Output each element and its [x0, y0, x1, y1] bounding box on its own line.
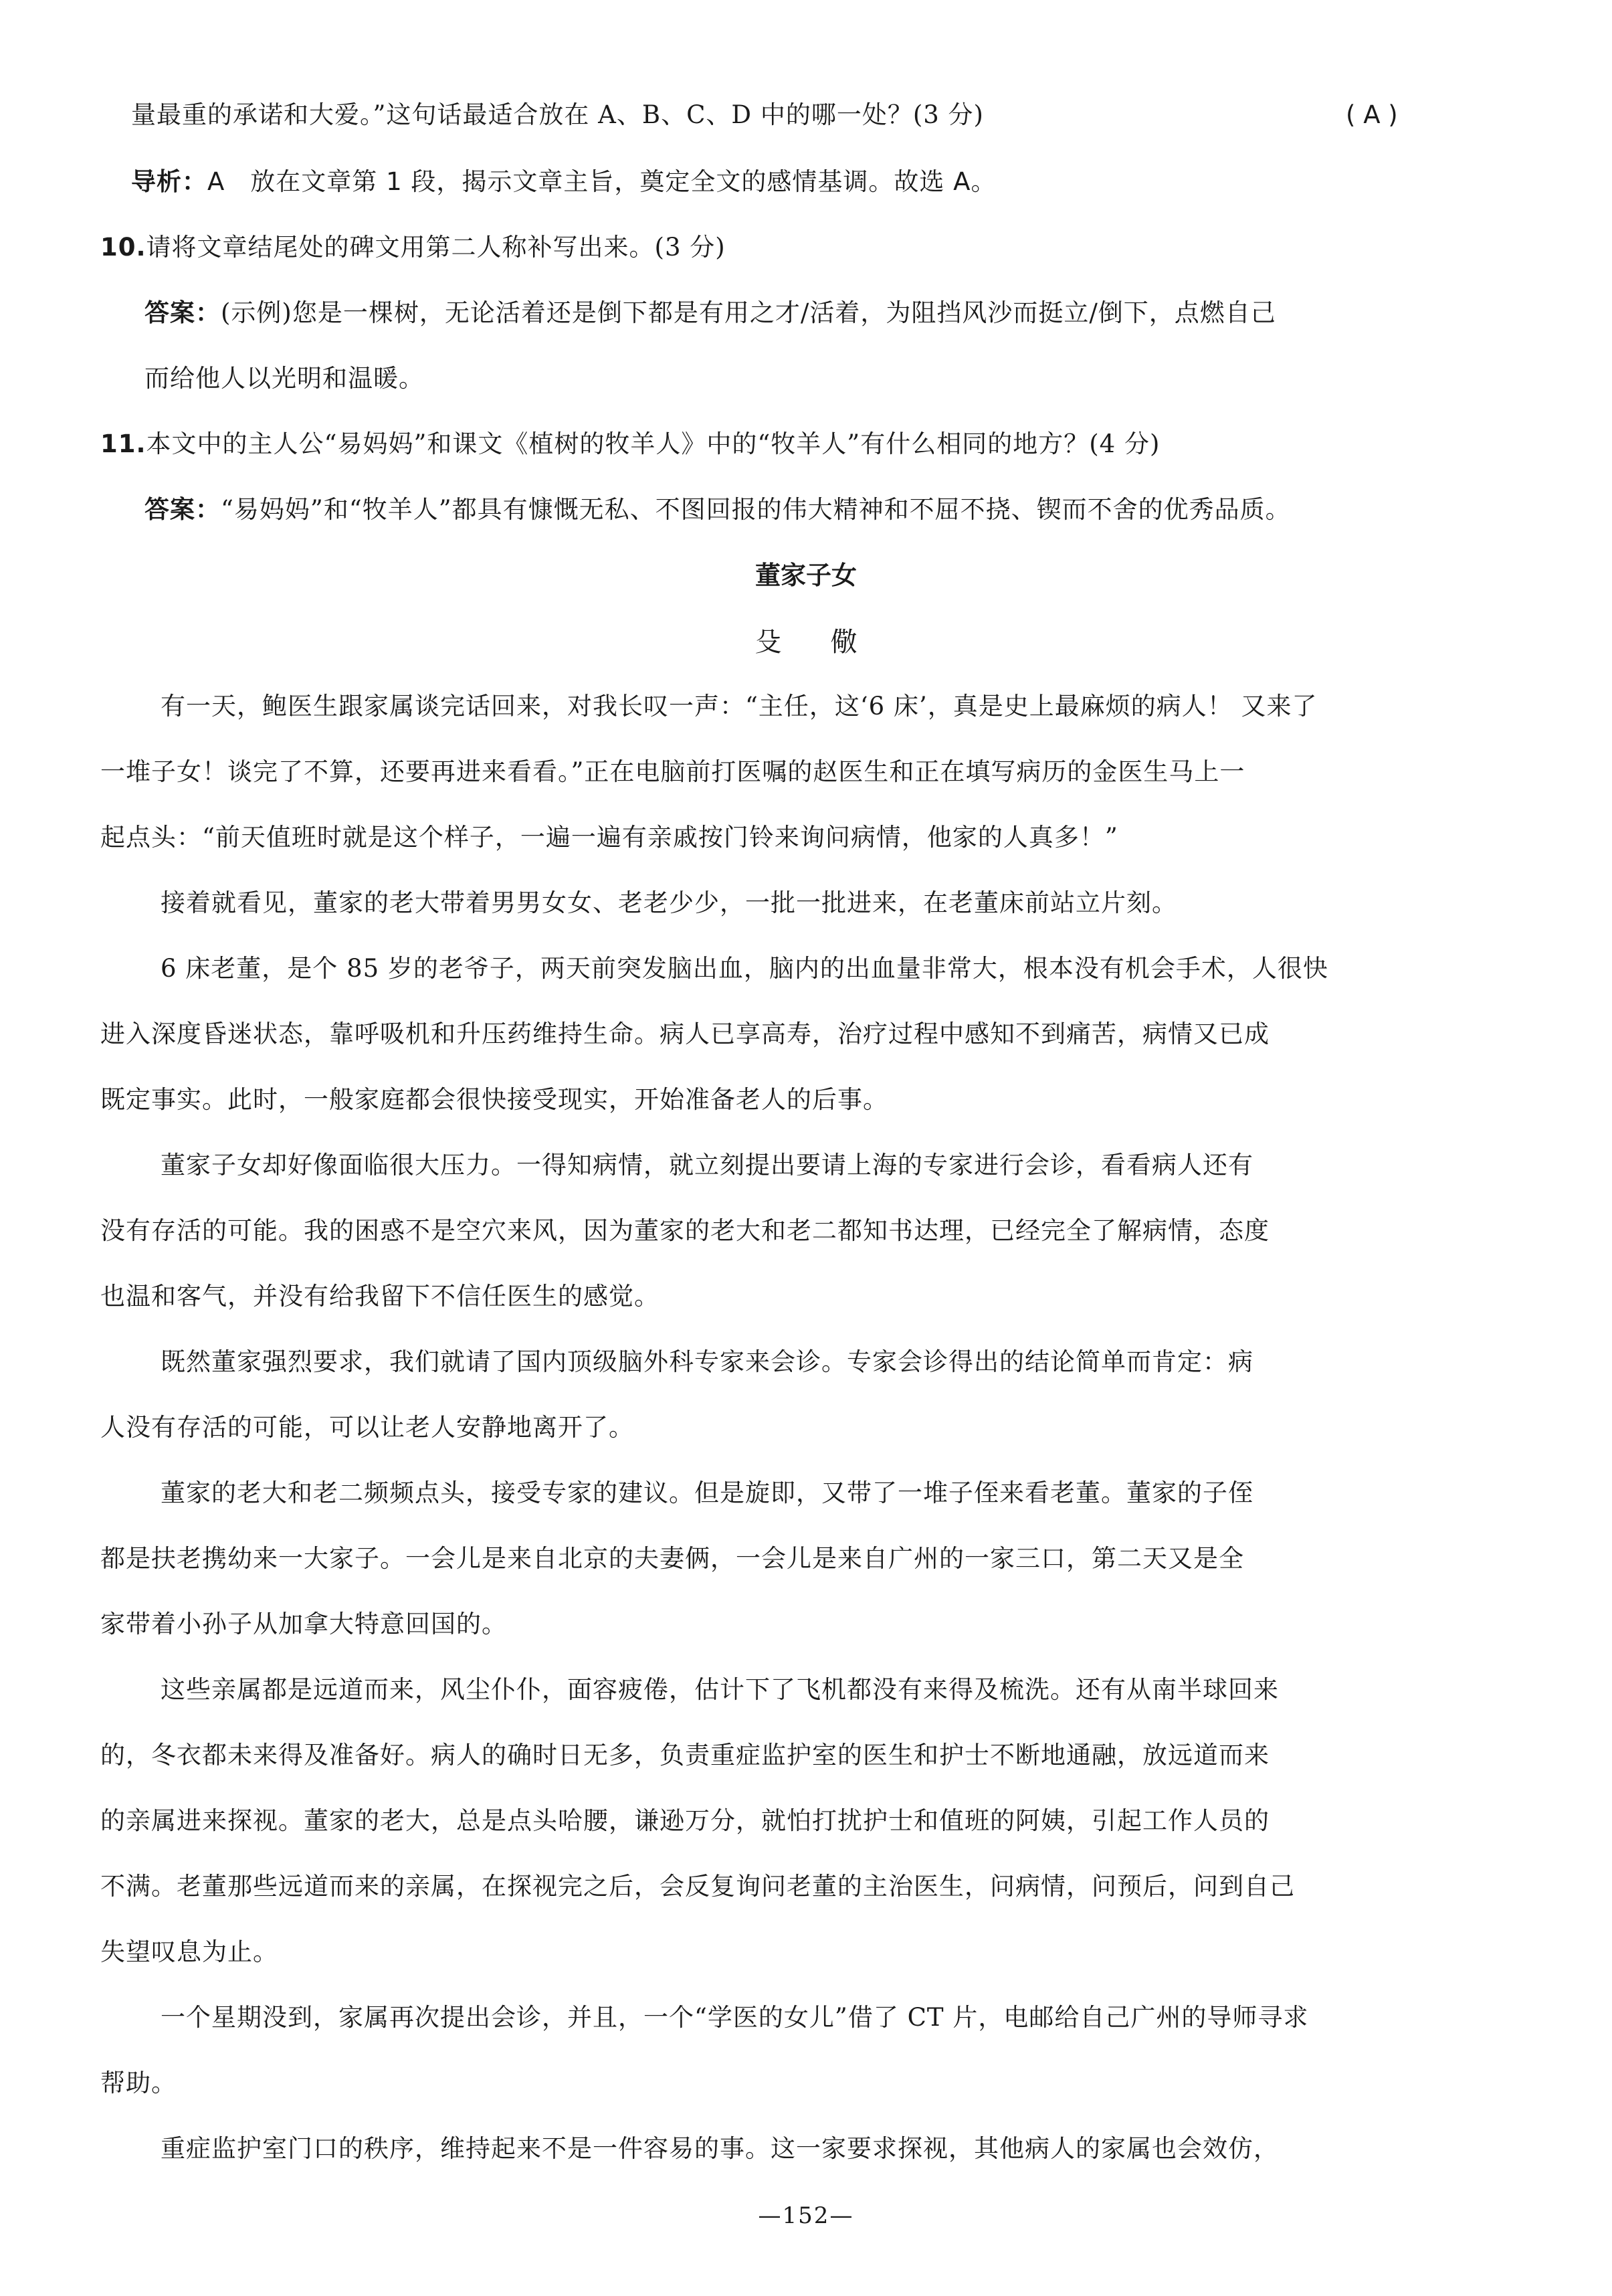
q10-answer-row	[144, 297, 1276, 329]
q11-answer-line1: “易妈妈”和“牧羊人”都具有慷慨无私、不图回报的伟大精神和不屈不挠、锲而不舍的优秀品质。	[221, 495, 1291, 524]
q10-question-row	[100, 231, 726, 264]
article-line: 人没有存活的可能，可以让老人安静地离开了。	[100, 1413, 634, 1442]
article-line: 有一天，鲍医生跟家属谈完话回来，对我长叹一声：“主任，这‘6 床’，真是史上最麻烦的病人！ 又来了	[161, 692, 1318, 721]
article-line: 的亲属进来探视。董家的老大，总是点头哈腰，谦逊万分，就怕打扰护士和值班的阿姨，引起工作人员的	[100, 1806, 1270, 1835]
q9-answer: ( A )	[1346, 100, 1398, 129]
article-line: 的，冬衣都未来得及准备好。病人的确时日无多，负责重症监护室的医生和护士不断地通融，放远道而来	[100, 1741, 1270, 1769]
analysis-row	[131, 166, 996, 198]
article-author: 殳 儆	[754, 627, 878, 658]
q10-number: 10.	[100, 233, 146, 262]
article-line: 接着就看见，董家的老大带着男男女女、老老少少，一批一批进来，在老董床前站立片刻。	[161, 888, 1177, 917]
q11-answer-row	[144, 494, 1291, 526]
q10-answer-line1: (示例)您是一棵树，无论活着还是倒下都是有用之才/活着，为阻挡风沙而挺立/倒下，点燃自己	[221, 298, 1276, 327]
article-line: 也温和客气，并没有给我留下不信任医生的感觉。	[100, 1282, 660, 1311]
article-line: 董家子女却好像面临很大压力。一得知病情，就立刻提出要请上海的专家进行会诊，看看病人还有	[161, 1151, 1253, 1179]
article-line: 没有存活的可能。我的困惑不是空穴来风，因为董家的老大和老二都知书达理，已经完全了解病情，态度	[100, 1216, 1270, 1245]
article-line: 这些亲属都是远道而来，风尘仆仆，面容疲倦，估计下了飞机都没有来得及梳洗。还有从南半球回来	[161, 1675, 1279, 1704]
article-line: 既然董家强烈要求，我们就请了国内顶级脑外科专家来会诊。专家会诊得出的结论简单而肯定：病	[161, 1347, 1253, 1376]
article-line: 一个星期没到，家属再次提出会诊，并且，一个“学医的女儿”借了 CT 片，电邮给自己广州的导师寻求	[161, 2003, 1309, 2032]
analysis-label: 导析：	[131, 167, 207, 196]
q11-question: 本文中的主人公“易妈妈”和课文《植树的牧羊人》中的“牧羊人”有什么相同的地方？(4 分)	[146, 429, 1161, 458]
q10-answer-line2: 而给他人以光明和温暖。	[144, 364, 424, 393]
q9-line: 量最重的承诺和大爱。”这句话最适合放在 A、B、C、D 中的哪一处？(3 分)	[131, 100, 984, 129]
article-line: 6 床老董，是个 85 岁的老爷子，两天前突发脑出血，脑内的出血量非常大，根本没有机会手术，人很快	[161, 954, 1328, 983]
q11-question-row	[100, 428, 1160, 460]
q11-answer-label: 答案：	[144, 495, 221, 524]
q10-answer-label: 答案：	[144, 298, 221, 327]
q10-question: 请将文章结尾处的碑文用第二人称补写出来。(3 分)	[146, 233, 726, 262]
analysis-text: A 放在文章第 1 段，揭示文章主旨，奠定全文的感情基调。故选 A。	[207, 167, 997, 196]
q11-number: 11.	[100, 429, 146, 458]
article-title: 董家子女	[754, 561, 857, 590]
article-line: 进入深度昏迷状态，靠呼吸机和升压药维持生命。病人已享高寿，治疗过程中感知不到痛苦，病情又已成	[100, 1020, 1270, 1048]
article-line: 失望叹息为止。	[100, 1937, 278, 1966]
page-number: —152—	[758, 2202, 854, 2229]
article-line: 都是扶老携幼来一大家子。一会儿是来自北京的夫妻俩，一会儿是来自广州的一家三口，第二天又是全	[100, 1544, 1244, 1573]
article-line: 不满。老董那些远道而来的亲属，在探视完之后，会反复询问老董的主治医生，问病情，问预后，问到自己	[100, 1872, 1295, 1901]
article-line: 董家的老大和老二频频点头，接受专家的建议。但是旋即，又带了一堆子侄来看老董。董家的子侄	[161, 1478, 1253, 1507]
article-line: 重症监护室门口的秩序，维持起来不是一件容易的事。这一家要求探视，其他病人的家属也会效仿，	[161, 2134, 1279, 2163]
article-line: 既定事实。此时，一般家庭都会很快接受现实，开始准备老人的后事。	[100, 1085, 888, 1114]
article-line: 一堆子女！谈完了不算，还要再进来看看。”正在电脑前打医嘱的赵医生和正在填写病历的金医生马上一	[100, 757, 1245, 786]
article-line: 帮助。	[100, 2069, 177, 2097]
article-line: 家带着小孙子从加拿大特意回国的。	[100, 1610, 507, 1638]
article-line: 起点头：“前天值班时就是这个样子，一遍一遍有亲戚按门铃来询问病情，他家的人真多！”	[100, 823, 1118, 852]
